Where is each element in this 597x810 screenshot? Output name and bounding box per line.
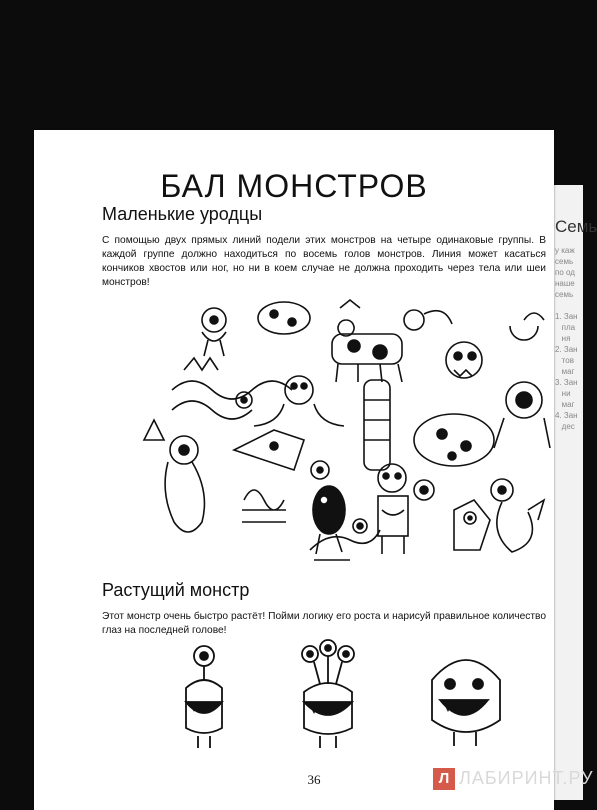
page-number: 36 [307, 772, 321, 787]
watermark-text: ЛАБИРИНТ.РУ [459, 768, 594, 788]
page-title: БАЛ МОНСТРОВ [160, 168, 428, 204]
section-heading-small-monsters: Маленькие уродцы [102, 204, 263, 224]
book-page [34, 130, 554, 810]
section-text-small-monsters: С помощью двух прямых линий подели этих монстров на четыре одинаковые группы. В каждой группе должно находиться по восемь голов монстров. Линия может касаться кончиков хвостов или ног, но ни в коем случае не должна проходить через тела или шеи монстров! [102, 235, 546, 288]
growing-monster-illustration [164, 640, 494, 755]
monster-stage-2 [302, 640, 354, 748]
monster-stage-1 [186, 646, 222, 748]
monsters-illustration [124, 300, 554, 565]
adjacent-page-text: у каж семь по од наше семь 1. Зан пла ня 2. Зан тов маг 3. Зан ни маг 4. Зан дес [555, 246, 578, 431]
monster-group [144, 300, 550, 560]
watermark-logo: Л [433, 768, 455, 790]
section-heading-growing-monster: Растущий монстр [102, 580, 250, 600]
section-text-growing-monster: Этот монстр очень быстро растёт! Пойми логику его роста и нарисуй правильное количество глаз на последней голове! [102, 611, 546, 636]
adjacent-page-title: Семь [555, 217, 597, 236]
monster-stage-3 [432, 660, 500, 746]
